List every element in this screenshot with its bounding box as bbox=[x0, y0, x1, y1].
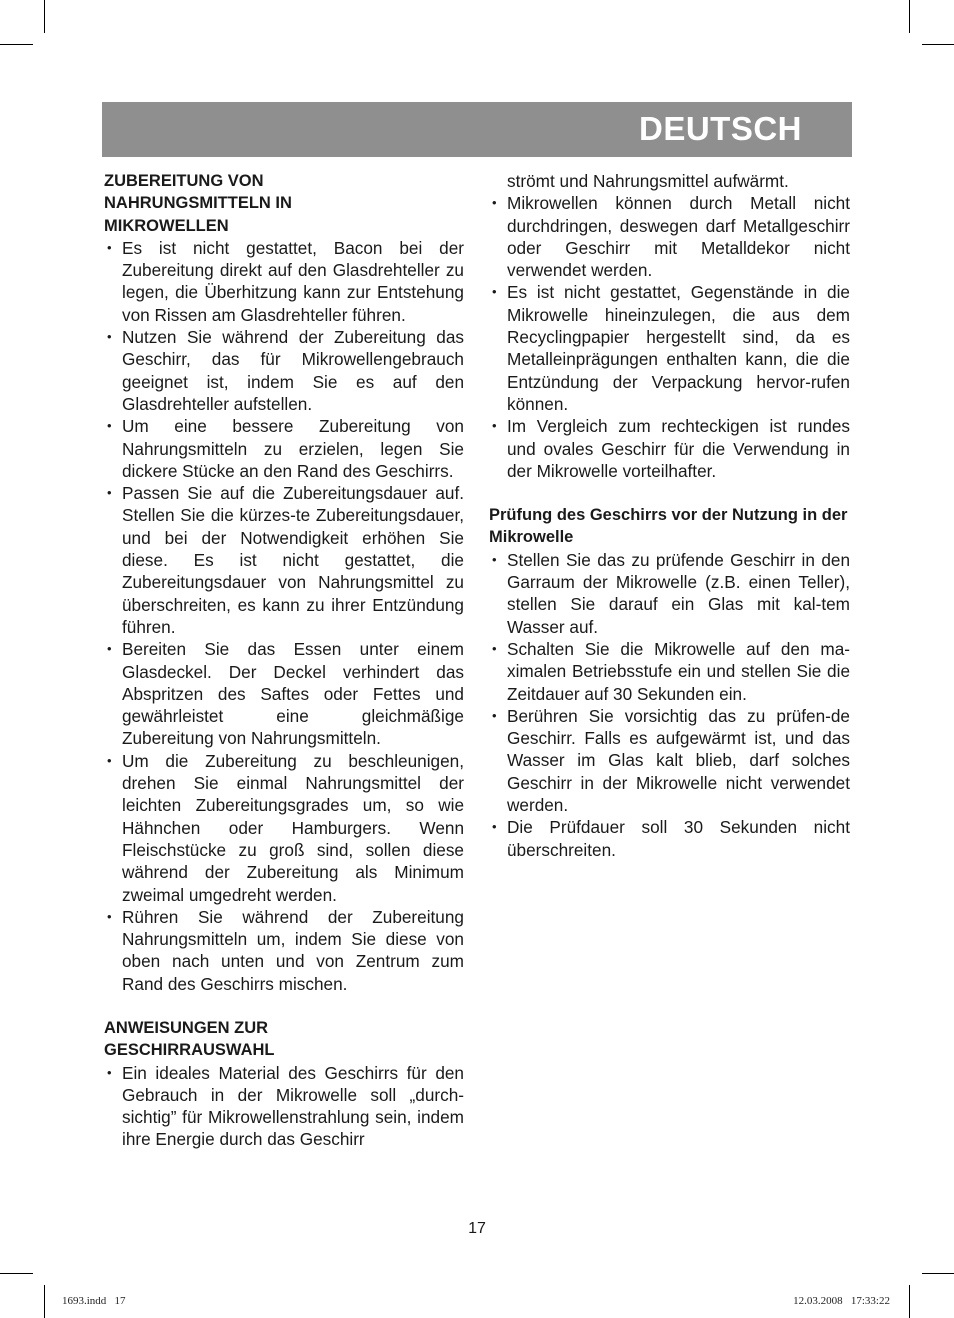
list-item: • Es ist nicht gestattet, Bacon bei der Zubereitung direkt auf den Glasdrehteller zu legen, die Überhitzung kann zur Entstehung von Rissen am Glasdrehteller führen. bbox=[104, 237, 464, 326]
list-item: • Schalten Sie die Mikrowelle auf den ma-ximalen Betriebsstufe ein und stellen Sie die Zeitdauer auf 30 Sekunden ein. bbox=[489, 638, 850, 705]
print-timestamp: 12.03.2008 17:33:22 bbox=[793, 1295, 890, 1307]
list-item: • Stellen Sie das zu prüfende Geschirr in den Garraum der Mikrowelle (z.B. einen Teller), stellen Sie darauf ein Glas mit kal-tem Wasser auf. bbox=[489, 549, 850, 638]
language-banner bbox=[102, 102, 852, 157]
file-slug: 1693.indd 17 bbox=[62, 1295, 126, 1307]
crop-mark bbox=[44, 0, 45, 33]
crop-mark bbox=[922, 44, 954, 45]
banner-title: DEUTSCH bbox=[638, 110, 802, 147]
section-title-preparation: ZUBEREITUNG VON NAHRUNGSMITTELN IN MIKROWELLEN bbox=[104, 172, 292, 235]
list-item: • Im Vergleich zum rechteckigen ist rundes und ovales Geschirr für die Verwendung in der Mikrowelle vorteilhafter. bbox=[489, 415, 850, 482]
left-column bbox=[104, 170, 464, 1151]
list-item: • Passen Sie auf die Zubereitungsdauer auf. Stellen Sie die kürzes-te Zubereitungsdauer, und bei der Notwendigkeit erhöhen Sie diese. Es ist nicht gestattet, die Zubereitungsdauer von Nahrungsmittel zu überschreiten, es kann zu ihrer Entzündung führen. bbox=[104, 482, 464, 638]
section-title-cookware-selection: ANWEISUNGEN ZUR GESCHIRRAUSWAHL bbox=[104, 1018, 275, 1060]
list-item: • Berühren Sie vorsichtig das zu prüfen-de Geschirr. Falls es aufgewärmt ist, und das Wasser im Glas kalt blieb, darf solches Geschirr in der Mikrowelle nicht verwendet werden. bbox=[489, 705, 850, 816]
list-item: • Um die Zubereitung zu beschleunigen, drehen Sie einmal Nahrungsmittel der leichten Zubereitungsgrades um, so wie Hähnchen oder Hamburgers. Wenn Fleischstücke zu groß sind, sollen diese während der Zubereitung als Minimum zweimal umgedreht werden. bbox=[104, 750, 464, 906]
crop-mark bbox=[0, 1273, 33, 1274]
crop-mark bbox=[922, 1273, 954, 1274]
list-item: • Um eine bessere Zubereitung von Nahrungsmitteln zu erzielen, legen Sie dickere Stücke an den Rand des Geschirrs. bbox=[104, 415, 464, 482]
list-item: • Die Prüfdauer soll 30 Sekunden nicht überschreiten. bbox=[489, 816, 850, 861]
preparation-list bbox=[104, 237, 464, 995]
spacer bbox=[489, 482, 850, 504]
section-title-cookware-test: Prüfung des Geschirrs vor der Nutzung in der Mikrowelle bbox=[489, 506, 848, 547]
list-item-continuation: strömt und Nahrungsmittel aufwärmt. bbox=[507, 171, 789, 191]
list-item: • Es ist nicht gestattet, Gegenstände in die Mikrowelle hineinzulegen, die aus dem Recyclingpapier hergestellt sind, da es Metalleinprägungen enthalten kann, die die Entzündung der Verpackung hervor-rufen können. bbox=[489, 281, 850, 415]
cookware-list-continued bbox=[489, 170, 850, 482]
right-column bbox=[489, 170, 850, 861]
list-item: • Rühren Sie während der Zubereitung Nahrungsmitteln um, indem Sie diese von oben nach unten und von Zentrum zum Rand des Geschirrs mischen. bbox=[104, 906, 464, 995]
page-number: 17 bbox=[468, 1220, 486, 1237]
cookware-test-list bbox=[489, 549, 850, 861]
spacer bbox=[104, 995, 464, 1017]
list-item: • Nutzen Sie während der Zubereitung das Geschirr, das für Mikrowellengebrauch geeignet ist, indem Sie es auf den Glasdrehteller aufstellen. bbox=[104, 326, 464, 415]
crop-mark bbox=[909, 0, 910, 33]
crop-mark bbox=[0, 44, 33, 45]
list-item: • Mikrowellen können durch Metall nicht durchdringen, deswegen darf Metallgeschirr oder Geschirr mit Metalldekor nicht verwendet werden. bbox=[489, 192, 850, 281]
list-item: • Bereiten Sie das Essen unter einem Glasdeckel. Der Deckel verhindert das Abspritzen des Saftes oder Fettes und gewährleistet eine gleichmäßige Zubereitung von Nahrungsmitteln. bbox=[104, 638, 464, 749]
list-item: • Ein ideales Material des Geschirrs für den Gebrauch in der Mikrowelle soll „durch-sichtig” für Mikrowellenstrahlung sein, indem ihre Energie durch das Geschirr bbox=[104, 1062, 464, 1151]
cookware-list-start bbox=[104, 1062, 464, 1151]
crop-mark bbox=[909, 1285, 910, 1318]
crop-mark bbox=[44, 1285, 45, 1318]
